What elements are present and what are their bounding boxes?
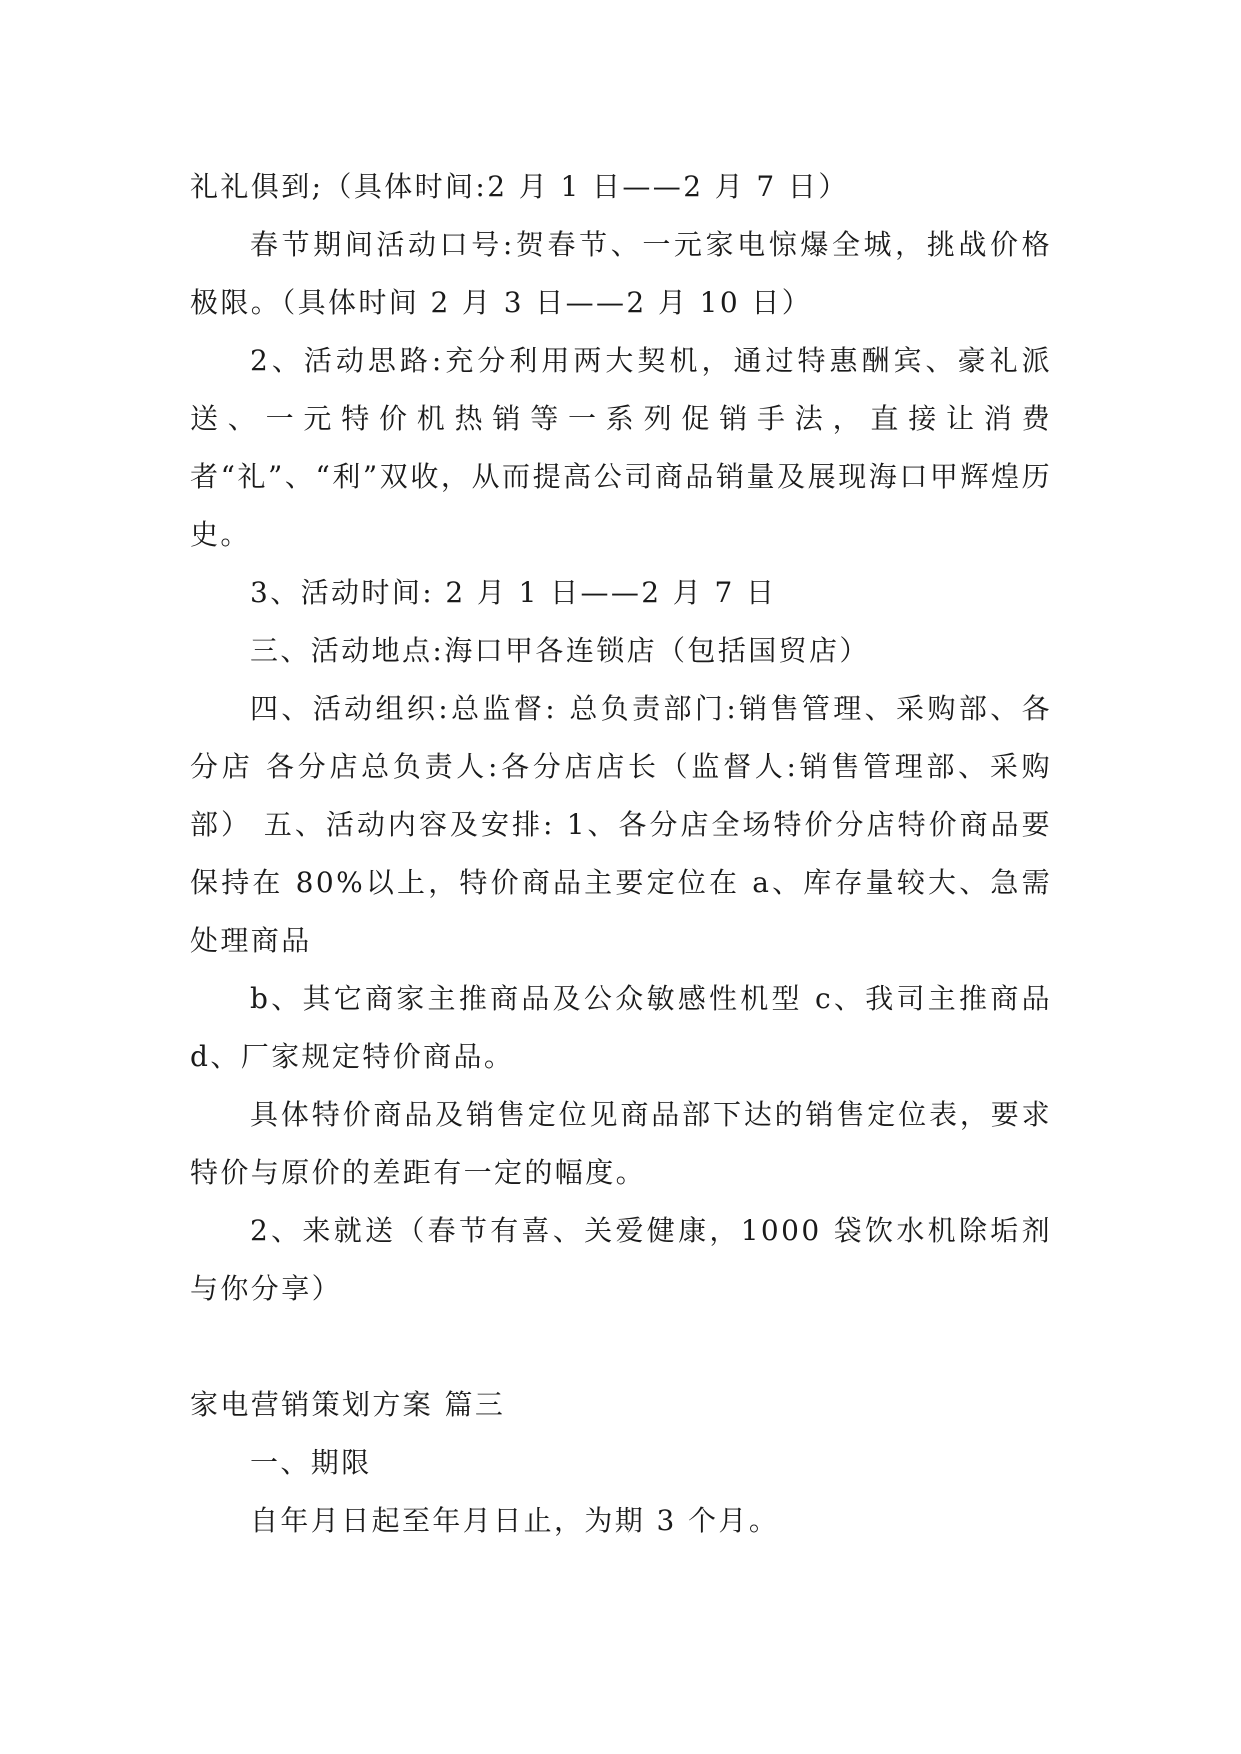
- document-body: [190, 158, 1052, 1550]
- section-spacer: [190, 1318, 1052, 1376]
- paragraph-period-title: 一、期限: [250, 1446, 372, 1479]
- paragraph-period-detail: 自年月日起至年月日止，为期 3 个月。: [250, 1504, 780, 1537]
- paragraph-activity-location: 三、活动地点:海口甲各连锁店（包括国贸店）: [250, 634, 870, 667]
- paragraph-pricing-table: 具体特价商品及销售定位见商品部下达的销售定位表，要求特价与原价的差距有一定的幅度。: [190, 1098, 1052, 1189]
- paragraph-activity-idea: 2、活动思路:充分利用两大契机，通过特惠酬宾、豪礼派送、一元特价机热销等一系列促销手法，直接让消费者“礼”、“利”双收，从而提高公司商品销量及展现海口甲辉煌历史。: [190, 344, 1052, 551]
- paragraph-free-gift: 2、来就送（春节有喜、关爱健康，1000 袋饮水机除垢剂与你分享）: [190, 1214, 1052, 1305]
- paragraph-promo-products: b、其它商家主推商品及公众敏感性机型 c、我司主推商品 d、厂家规定特价商品。: [190, 982, 1052, 1073]
- paragraph-gift-time: 礼礼俱到;（具体时间:2 月 1 日——2 月 7 日）: [190, 170, 849, 203]
- paragraph-activity-organization: 四、活动组织:总监督: 总负责部门:销售管理、采购部、各分店 各分店总负责人:各分店店长（监督人:销售管理部、采购部） 五、活动内容及安排: 1、各分店全场特价分店特价商品要保持在 80%以上，特价商品主要定位在 a、库存量较大、急需处理商品: [190, 692, 1052, 957]
- paragraph-activity-time: 3、活动时间: 2 月 1 日——2 月 7 日: [250, 576, 777, 609]
- section-heading: 家电营销策划方案 篇三: [190, 1388, 506, 1421]
- paragraph-slogan: 春节期间活动口号:贺春节、一元家电惊爆全城，挑战价格极限。（具体时间 2 月 3 日——2 月 10 日）: [190, 228, 1052, 319]
